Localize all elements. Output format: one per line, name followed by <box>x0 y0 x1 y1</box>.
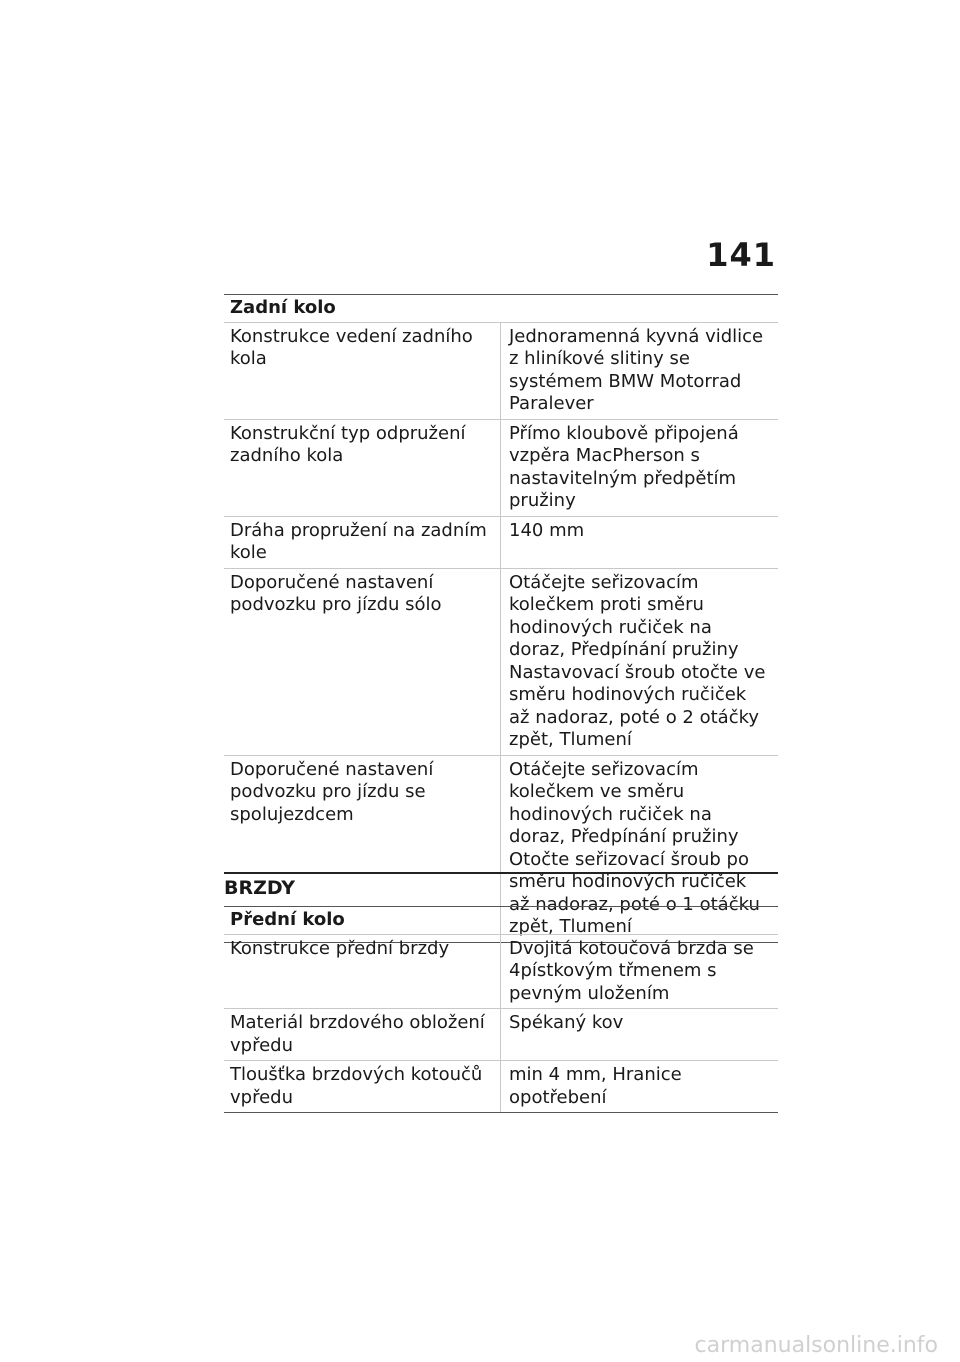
watermark-logo: carmanualsonline.info <box>694 1333 938 1358</box>
spec-label: Materiál brzdového obložení vpředu <box>224 1009 501 1060</box>
spec-value <box>501 569 778 755</box>
spec-value-line: Otočte seřizovací šroub po směru hodinových ručiček až nadoraz, poté o 1 otáčku zpět, Tlumení <box>509 848 760 937</box>
brakes-section-title: BRZDY <box>224 872 778 899</box>
front-wheel-table <box>224 906 778 1113</box>
table-row <box>224 516 778 568</box>
spec-value-line: Přímo kloubově připojená vzpěra MacPherson s nastavitelným předpětím pružiny <box>509 422 739 511</box>
spec-label: Konstrukční typ odpružení zadního kola <box>224 420 501 516</box>
table-row <box>224 419 778 516</box>
spec-label: Konstrukce vedení zadního kola <box>224 323 501 419</box>
spec-value-line: Spékaný kov <box>509 1012 624 1033</box>
spec-value <box>501 1061 778 1112</box>
spec-label: Dráha propružení na zadním kole <box>224 517 501 568</box>
spec-value-line: min 4 mm, Hranice opotřebení <box>509 1064 682 1108</box>
rear-wheel-rows <box>224 322 778 942</box>
spec-value-line: 140 mm <box>509 519 585 541</box>
rear-wheel-title: Zadní kolo <box>224 294 778 322</box>
spec-label: Doporučené nastavení podvozku pro jízdu se spolujezdcem <box>224 756 501 942</box>
table-row <box>224 1060 778 1112</box>
spec-label: Tloušťka brzdových kotoučů vpředu <box>224 1061 501 1112</box>
spec-value <box>501 1009 778 1060</box>
table-row <box>224 1008 778 1060</box>
table-row <box>224 568 778 755</box>
spec-value <box>501 517 778 568</box>
spec-value <box>501 420 778 516</box>
spec-value-line: Otáčejte seřizovacím kolečkem ve směru hodinových ručiček na doraz, Předpínání pružiny <box>509 758 739 847</box>
table-row <box>224 934 778 1009</box>
spec-value <box>501 323 778 419</box>
front-wheel-title: Přední kolo <box>224 906 778 934</box>
spec-value-line: Otáčejte seřizovacím kolečkem proti směru hodinových ručiček na doraz, Předpínání pružiny <box>509 571 739 660</box>
spec-value <box>501 935 778 1009</box>
spec-value-line: Jednoramenná kyvná vidlice z hliníkové slitiny se systémem BMW Motorrad Paralever <box>509 325 764 414</box>
rear-wheel-table <box>224 294 778 943</box>
spec-value-line: Dvojitá kotoučová brzda se 4pístkovým třmenem s pevným uložením <box>509 937 754 1004</box>
table-row <box>224 322 778 419</box>
page-number: 141 <box>706 236 776 274</box>
spec-label: Konstrukce přední brzdy <box>224 935 501 1009</box>
spec-label: Doporučené nastavení podvozku pro jízdu sólo <box>224 569 501 755</box>
spec-value-line: Nastavovací šroub otočte ve směru hodinových ručiček až nadoraz, poté o 2 otáčky zpět, Tlumení <box>509 661 766 750</box>
front-wheel-rows <box>224 934 778 1113</box>
